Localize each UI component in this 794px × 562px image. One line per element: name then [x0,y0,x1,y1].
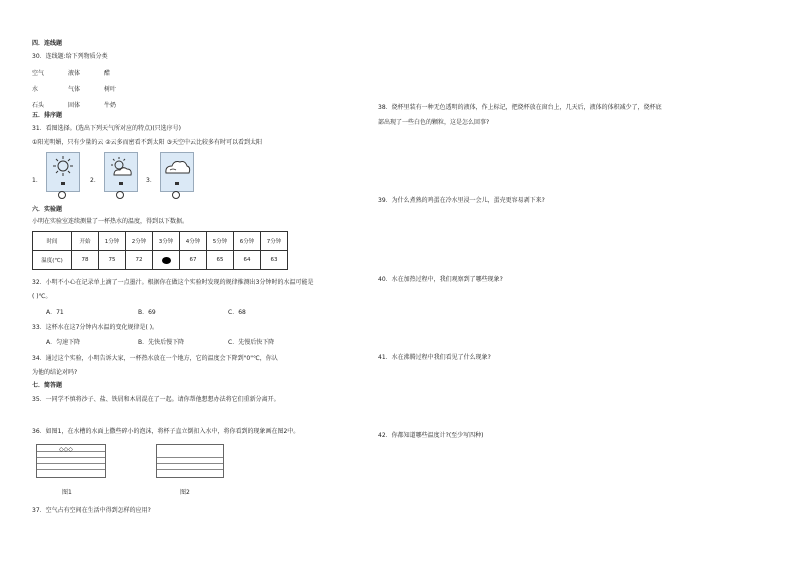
figure-2-caption: 图2 [180,489,190,496]
header-cell: 4分钟 [180,232,207,251]
table-header-row [33,232,288,251]
section-5-title: 五．排序题 [32,112,63,119]
option-label-1: 1． [32,177,42,184]
header-cell: 7分钟 [261,232,288,251]
experiment-intro: 小明在实验室连续测量了一杯热水的温度，得到以下数据。 [32,218,189,225]
water-line [157,463,223,464]
cloudy-weather-icon [160,152,194,192]
q32-option-c: C．68 [228,309,246,316]
q33-option-a: A．匀速下降 [46,339,81,346]
match-category: 气体 [68,86,81,93]
option-label-2: 2． [90,177,100,184]
question-31-options: ①阳光明媚，只有少量的云 ②云多而密看不到太阳 ③天空中云比较多有时可以看到太阳 [32,139,262,146]
question-41: 41．水在沸腾过程中我们看见了什么现象? [378,354,491,361]
value-cell: 67 [180,251,207,270]
figure-2-tank [156,444,224,478]
answer-circle [58,191,66,199]
value-cell: 78 [72,251,99,270]
question-30: 30．连线题:给下列物质分类 [32,53,108,60]
ink-blot-cell [153,251,180,270]
match-item: 树叶 [104,86,117,93]
water-line [37,463,105,464]
header-cell: 2分钟 [126,232,153,251]
match-item: 醋 [104,70,111,77]
question-38-cont: 部出现了一些白色的颗粒，这是怎么回事? [378,119,490,126]
question-32-blank: ( )℃。 [32,293,52,300]
question-42: 42．你都知道哪些温度计?(至少写四种) [378,432,484,439]
q32-option-b: B．69 [138,309,156,316]
answer-circle [172,191,180,199]
foam-pieces-icon: ◇◇◇ [59,446,73,453]
temperature-table [32,231,288,270]
partly-cloudy-weather-icon [104,152,138,192]
water-line [157,457,223,458]
figure-1-caption: 图1 [62,489,72,496]
header-cell: 开始 [72,232,99,251]
match-item: 水 [32,86,39,93]
question-34: 34．通过这个实验，小明告诉大家，一杯热水放在一个地方，它的温度会下降到"0"℃，你认 [32,355,278,362]
value-cell: 65 [207,251,234,270]
value-cell: 63 [261,251,288,270]
question-32: 32．小明不小心在记录单上滴了一点墨汁。根据你在做这个实验时发现的规律推测出3分钟时的水温可能是 [32,279,314,286]
header-cell: 6分钟 [234,232,261,251]
q33-option-b: B．先快后慢下降 [138,339,185,346]
header-cell: 5分钟 [207,232,234,251]
header-cell: 时间 [33,232,72,251]
water-line [37,469,105,470]
question-36: 36．如图1，在水槽的水面上撒些碎小的泡沫，将杯子直立倒扣入水中，将你看到的现象画在图2中。 [32,428,300,435]
question-33: 33．这杯水在这7分钟内水温的变化规律是( )。 [32,324,159,331]
water-line [157,469,223,470]
question-38: 38．烧杯里装有一种无色透明的液体，作上标记，把烧杯放在窗台上，几天后，液体的体积减少了，烧杯底 [378,104,662,111]
value-cell: 72 [126,251,153,270]
value-cell: 75 [99,251,126,270]
q33-option-c: C．先慢后快下降 [228,339,275,346]
question-40: 40．水在加热过程中，我们观察到了哪些现象? [378,276,503,283]
table-row [33,251,288,270]
water-line [37,457,105,458]
question-39: 39．为什么煮熟的鸡蛋在冷水里浸一会儿，蛋壳更容易剥下来? [378,197,545,204]
match-item: 石头 [32,102,45,109]
option-label-3: 3． [146,177,156,184]
header-cell: 1分钟 [99,232,126,251]
figure-1-tank [36,444,106,478]
match-category: 固体 [68,102,81,109]
answer-circle [116,191,124,199]
question-35: 35．一同学不慎将沙子、盐、铁屑和木屑混在了一起。请你帮他想想办法将它们重新分离开。 [32,396,280,403]
match-item: 牛奶 [104,102,117,109]
q32-option-a: A．71 [46,309,64,316]
value-cell: 64 [234,251,261,270]
question-34-cont: 为他的结论对吗? [32,369,78,376]
match-item: 空气 [32,70,45,77]
header-cell: 3分钟 [153,232,180,251]
match-category: 液体 [68,70,81,77]
section-7-title: 七．简答题 [32,382,63,389]
question-31: 31．看图选择。(选出下列天气所对应的特点)(只选序号) [32,125,181,132]
section-4-title: 四．连线题 [32,40,63,47]
ink-blot [162,257,171,264]
sunny-weather-icon [46,152,80,192]
row-label-cell: 温度(℃) [33,251,72,270]
question-37: 37．空气占有空间在生活中得到怎样的应用? [32,507,151,514]
section-6-title: 六．实验题 [32,206,63,213]
